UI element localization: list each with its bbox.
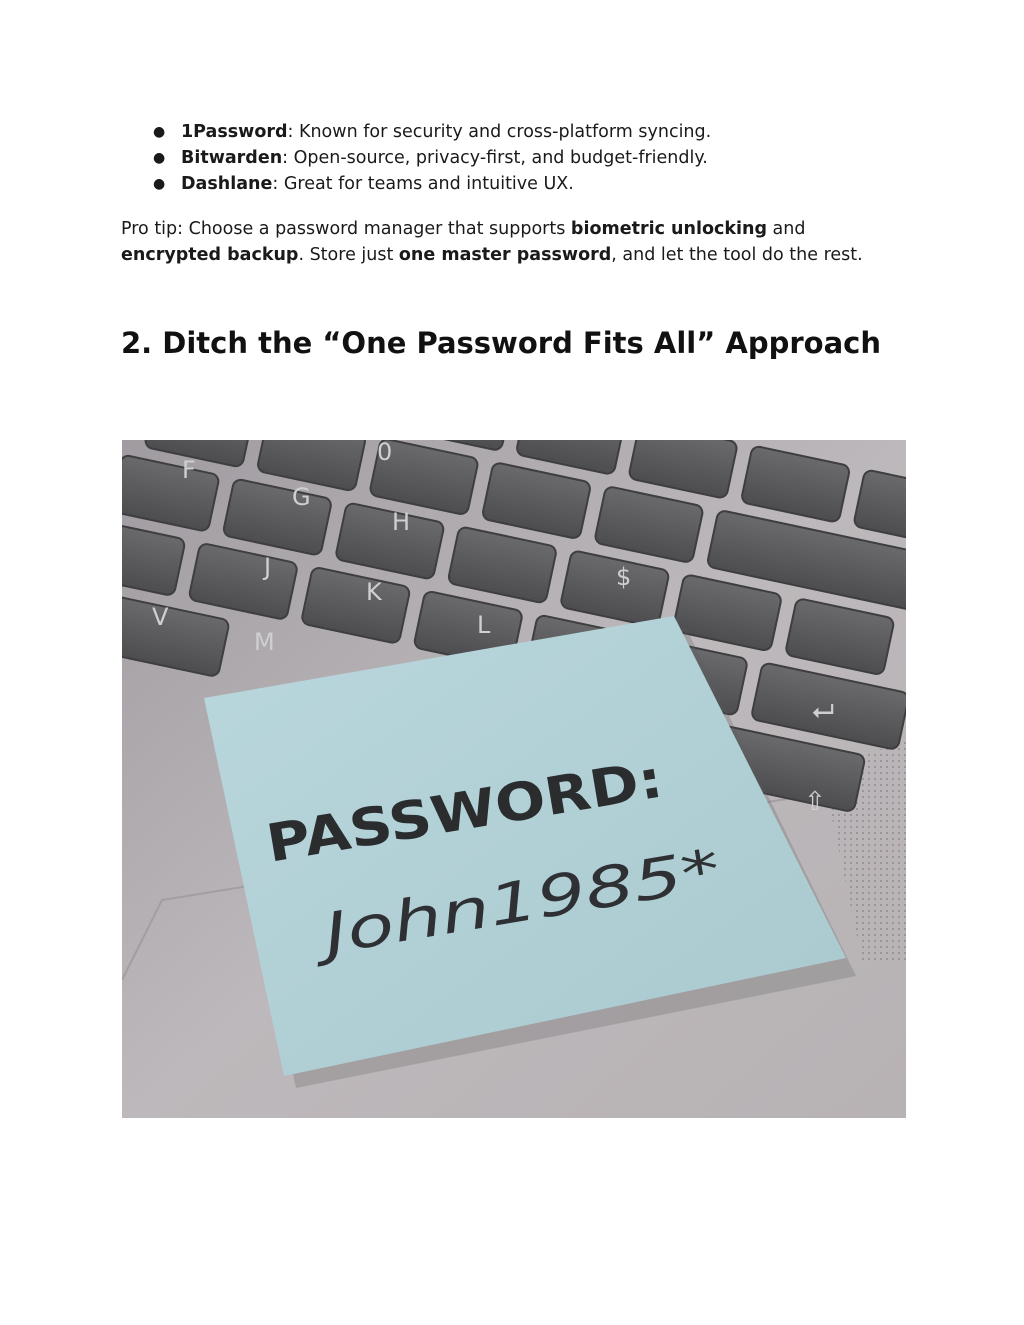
bold-text: one master password bbox=[398, 245, 612, 265]
list-item bbox=[121, 171, 921, 197]
section-heading: 2. Ditch the “One Password Fits All” Approach bbox=[121, 326, 881, 360]
key-label: 0 bbox=[377, 440, 393, 466]
list-item bbox=[121, 145, 921, 171]
item-description: : Known for security and cross-platform syncing. bbox=[287, 122, 712, 142]
shift-arrow-icon: ⇧ bbox=[804, 787, 826, 817]
sticky-note-title: PASSWORD: bbox=[262, 757, 620, 875]
item-description: : Great for teams and intuitive UX. bbox=[272, 174, 574, 194]
item-description: : Open-source, privacy-first, and budget-friendly. bbox=[282, 148, 708, 168]
key-label: H bbox=[392, 508, 411, 536]
item-name: 1Password bbox=[181, 122, 288, 142]
password-sticky-note-photo bbox=[122, 440, 906, 1118]
bold-text: biometric unlocking bbox=[570, 219, 767, 239]
key-label: L bbox=[477, 611, 491, 639]
pro-tip-paragraph bbox=[121, 216, 881, 268]
text-run: Pro tip: Choose a password manager that supports bbox=[121, 219, 571, 239]
return-arrow-icon: ⮠ bbox=[812, 694, 835, 727]
text-run: , and let the tool do the rest. bbox=[611, 245, 863, 265]
list-item bbox=[121, 119, 921, 145]
password-manager-list bbox=[121, 119, 921, 197]
bullet-icon: ● bbox=[153, 124, 166, 140]
item-name: Bitwarden bbox=[181, 148, 283, 168]
bold-text: encrypted backup bbox=[121, 245, 299, 265]
text-run: . Store just bbox=[298, 245, 399, 265]
key-label: G bbox=[292, 483, 311, 511]
text-run: and bbox=[766, 219, 806, 239]
key-label: K bbox=[366, 578, 382, 606]
item-name: Dashlane bbox=[181, 174, 273, 194]
key-label: J bbox=[264, 553, 272, 581]
key-label: F bbox=[182, 456, 196, 484]
bullet-icon: ● bbox=[153, 150, 166, 166]
key-label: $ bbox=[616, 563, 632, 591]
bullet-icon: ● bbox=[153, 176, 166, 192]
key-label: M bbox=[254, 628, 275, 656]
key-label: V bbox=[152, 603, 169, 631]
sticky-note-password: John1985* bbox=[319, 855, 619, 968]
